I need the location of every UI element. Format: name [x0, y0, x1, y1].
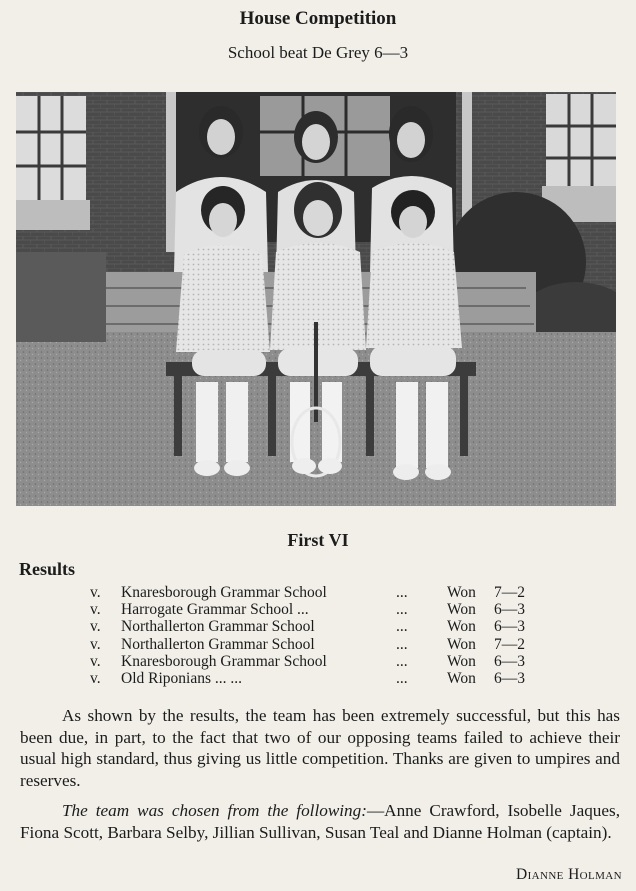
team-title: First VI — [287, 530, 349, 550]
summary-paragraph — [20, 705, 620, 791]
house-competition-result: School beat De Grey 6—3 — [227, 43, 409, 62]
versus-prefix: v. — [90, 584, 101, 601]
versus-prefix: v. — [90, 618, 101, 636]
match-outcome: Won — [447, 601, 476, 619]
house-competition-title: House Competition — [239, 8, 397, 29]
results-row — [0, 653, 636, 670]
match-score: 6—3 — [494, 601, 525, 619]
match-outcome: Won — [447, 584, 476, 601]
leader-dots: ... — [396, 584, 408, 601]
results-row — [0, 618, 636, 635]
team-list-paragraph — [20, 800, 620, 843]
author-signature: Dianne Holman — [515, 866, 622, 883]
versus-prefix: v. — [90, 652, 101, 670]
results-row — [0, 670, 636, 687]
match-score: 6—3 — [494, 618, 525, 636]
summary-text: As shown by the results, the team has been extremely successful, but this has been due, in part, to the fact that two of our opposing teams failed to achieve their usual high standard, thus giving us little competition. Thanks are given to umpires and reserves. — [20, 706, 620, 790]
leader-dots: ... — [396, 618, 408, 636]
match-outcome: Won — [447, 618, 476, 636]
opponent-name: Northallerton Grammar School — [121, 618, 315, 636]
results-row — [0, 584, 636, 601]
team-list-names: —Anne Crawford, Isobelle Jaques, Fiona Scott, Barbara Selby, Jillian Sullivan, Susan Teal and Dianne Holman (captain). — [20, 801, 620, 842]
versus-prefix: v. — [90, 669, 101, 687]
versus-prefix: v. — [90, 601, 101, 619]
leader-dots: ... — [396, 669, 408, 687]
opponent-name: Northallerton Grammar School — [121, 635, 315, 653]
opponent-name: Knaresborough Grammar School — [121, 584, 327, 601]
versus-prefix: v. — [90, 635, 101, 653]
leader-dots: ... — [396, 635, 408, 653]
match-score: 6—3 — [494, 652, 525, 670]
match-outcome: Won — [447, 652, 476, 670]
leader-dots: ... — [396, 652, 408, 670]
opponent-name: Knaresborough Grammar School — [121, 652, 327, 670]
match-score: 7—2 — [494, 635, 525, 653]
results-row — [0, 601, 636, 618]
match-score: 6—3 — [494, 669, 525, 687]
results-row — [0, 636, 636, 653]
opponent-name: Harrogate Grammar School ... — [121, 601, 309, 619]
opponent-name: Old Riponians ... ... — [121, 669, 242, 687]
team-photograph — [16, 92, 616, 506]
team-list-intro: The team was chosen from the following: — [62, 801, 367, 820]
leader-dots: ... — [396, 601, 408, 619]
match-outcome: Won — [447, 669, 476, 687]
match-score: 7—2 — [494, 584, 525, 601]
results-heading: Results — [19, 559, 76, 579]
match-outcome: Won — [447, 635, 476, 653]
results-table — [0, 584, 636, 687]
